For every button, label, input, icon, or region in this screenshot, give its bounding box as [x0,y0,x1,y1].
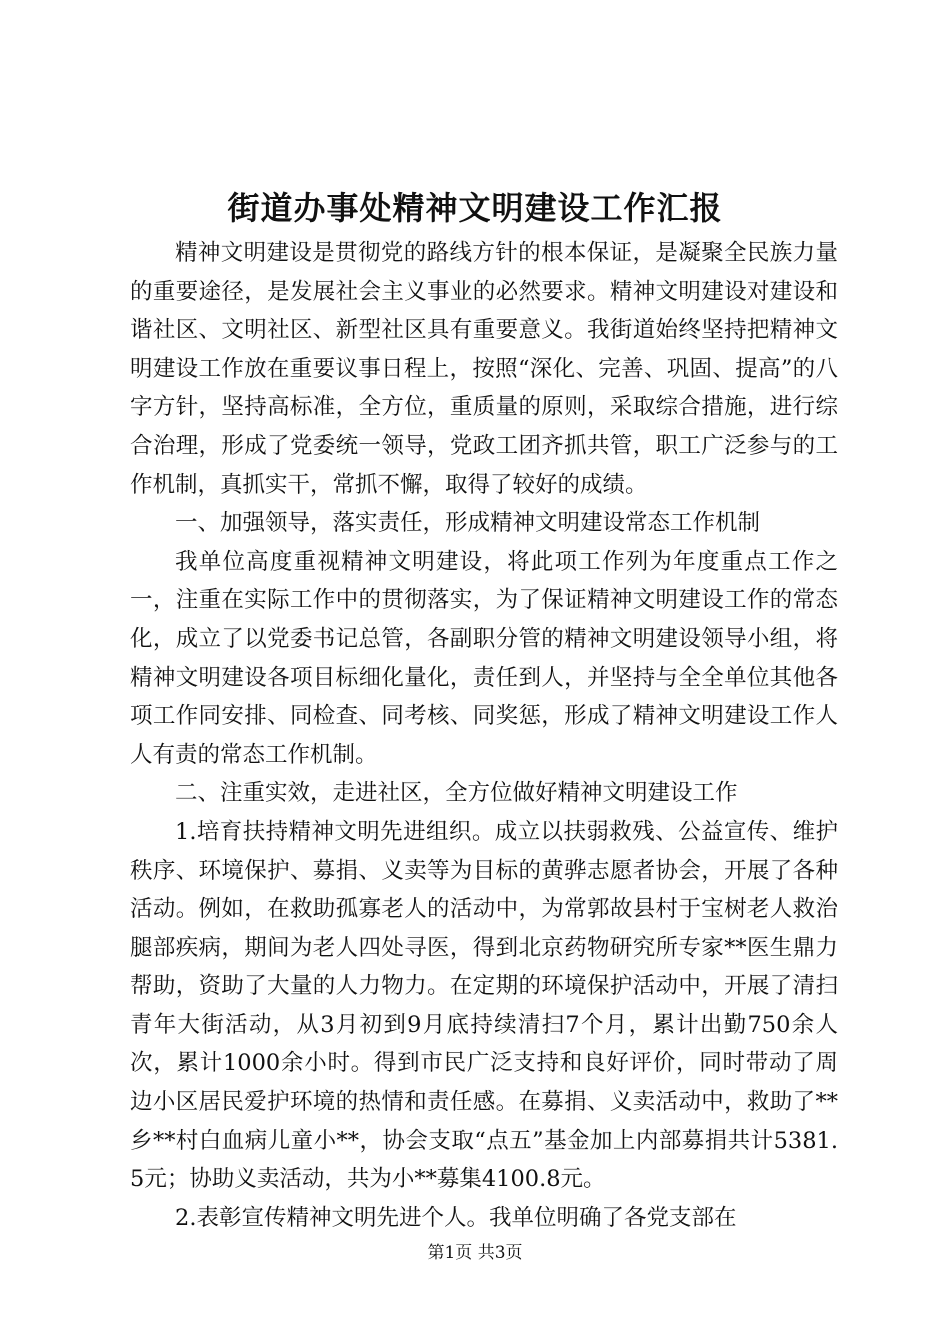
page-footer: 第1页 共3页 [427,1243,523,1263]
document-title: 街道办事处精神文明建设工作汇报 [227,189,723,227]
paragraph-section-1: 我单位高度重视精神文明建设，将此项工作列为年度重点工作之一，注重在实际工作中的贯彻落实，为了保证精神文明建设工作的常态化，成立了以党委书记总管，各副职分管的精神文明建设领导小组，将精神文明建设各项目标细化量化，责任到人，并坚持与全全单位其他各项工作同安排、同检查、同考核、同奖惩，形成了精神文明建设工作人人有责的常态工作机制。 [130,548,838,768]
section-heading-1: 一、加强领导，落实责任，形成精神文明建设常态工作机制 [175,510,761,537]
paragraph-item-2: 2.表彰宣传精神文明先进个人。我单位明确了各党支部在 [175,1204,737,1231]
paragraph-intro: 精神文明建设是贯彻党的路线方针的根本保证，是凝聚全民族力量的重要途径，是发展社会主义事业的必然要求。精神文明建设对建设和谐社区、文明社区、新型社区具有重要意义。我街道始终坚持把精神文明建设工作放在重要议事日程上，按照“深化、完善、巩固、提高”的八字方针，坚持高标准，全方位，重质量的原则，采取综合措施，进行综合治理，形成了党委统一领导，党政工团齐抓共管，职工广泛参与的工作机制，真抓实干，常抓不懈，取得了较好的成绩。 [130,240,838,498]
document-body [130,234,838,1237]
section-heading-2: 二、注重实效，走进社区，全方位做好精神文明建设工作 [175,780,738,807]
paragraph-item-1: 1.培育扶持精神文明先进组织。成立以扶弱救残、公益宣传、维护秩序、环境保护、募捐、义卖等为目标的黄骅志愿者协会，开展了各种活动。例如，在救助孤寡老人的活动中，为常郭故县村于宝树老人救治腿部疾病，期间为老人四处寻医，得到北京药物研究所专家**医生鼎力帮助，资助了大量的人力物力。在定期的环境保护活动中，开展了清扫青年大街活动，从3月初到9月底持续清扫7个月，累计出勤750余人次，累计1000余小时。得到市民广泛支持和良好评价，同时带动了周边小区居民爱护环境的热情和责任感。在募捐、义卖活动中，救助了**乡**村白血病儿童小**，协会支取“点五”基金加上内部募捐共计5381.5元；协助义卖活动，共为小**募集4100.8元。 [130,818,838,1193]
